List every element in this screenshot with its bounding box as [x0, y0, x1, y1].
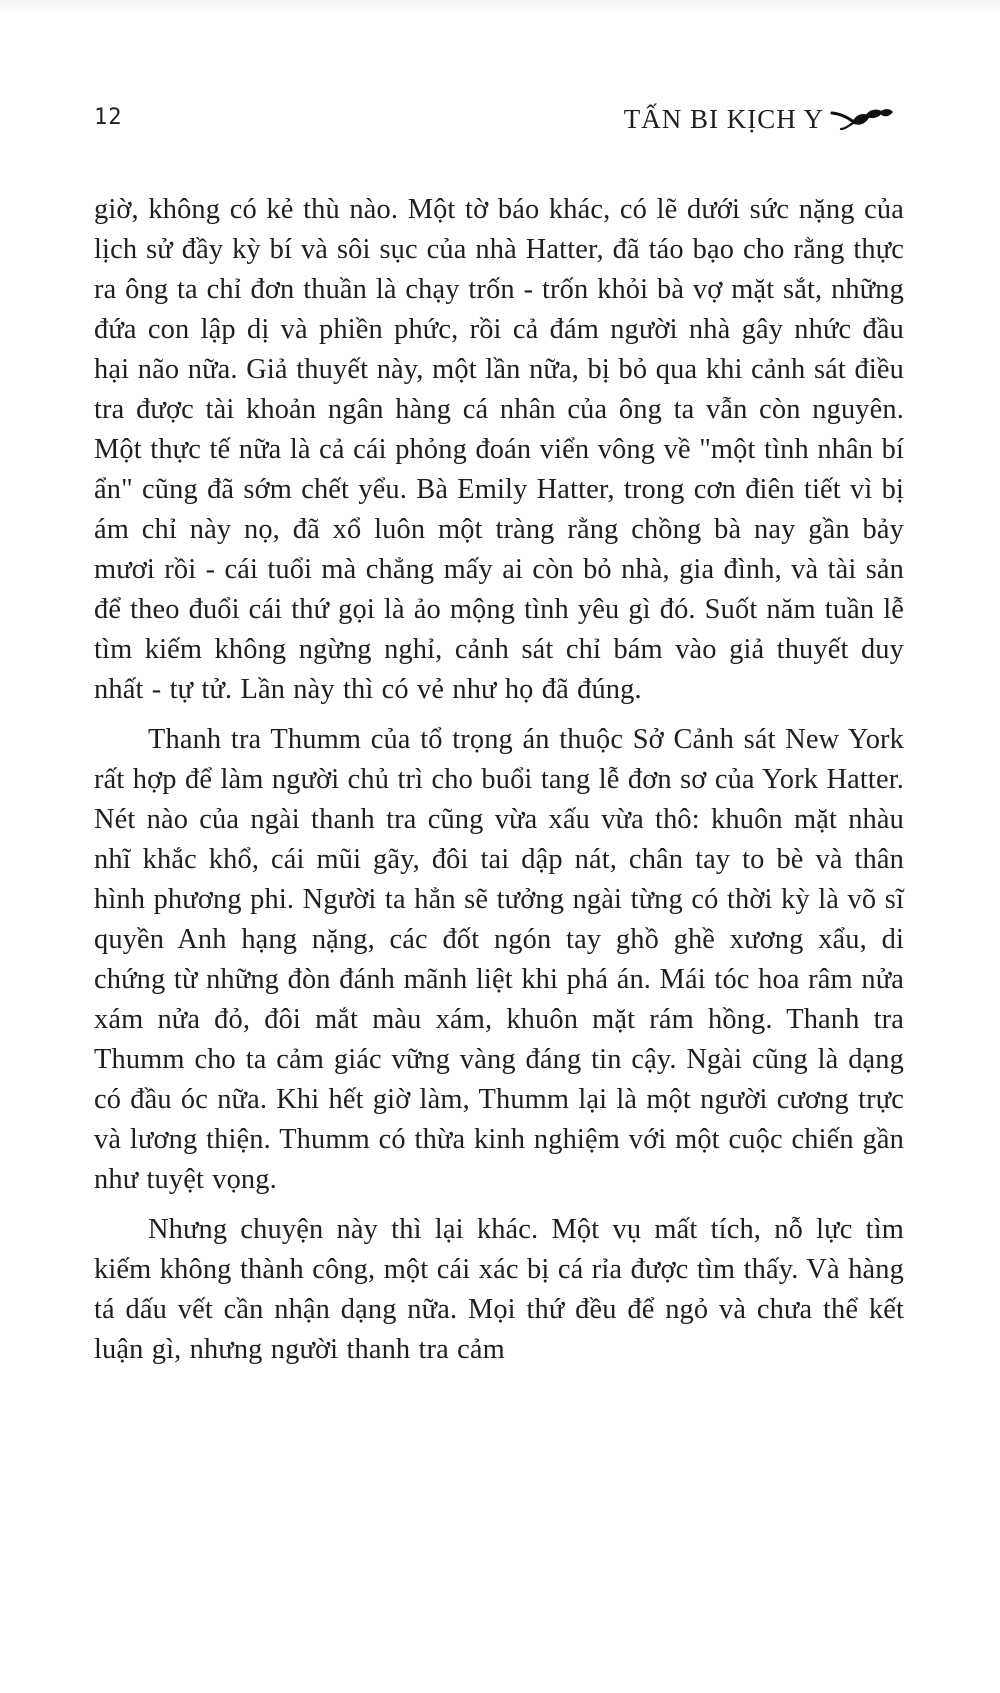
- paragraph-inspector-thumm: Thanh tra Thumm của tổ trọng án thuộc Sở Cảnh sát New York rất hợp để làm người chủ trì cho buổi tang lễ đơn sơ của York Hatter. Nét nào của ngài thanh tra cũng vừa xấu vừa thô: khuôn mặt nhàu nhĩ khắc khổ, cái mũi gãy, đôi tai dập nát, chân tay to bè và thân hình phương phi. Người ta hẳn sẽ tưởng ngài từng có thời kỳ là võ sĩ quyền Anh hạng nặng, các đốt ngón tay ghồ ghề xương xẩu, di chứng từ những đòn đánh mãnh liệt khi phá án. Mái tóc hoa râm nửa xám nửa đỏ, đôi mắt màu xám, khuôn mặt rám hồng. Thanh tra Thumm cho ta cảm giác vững vàng đáng tin cậy. Ngài cũng là dạng có đầu óc nữa. Khi hết giờ làm, Thumm lại là một người cương trực và lương thiện. Thumm có thừa kinh nghiệm với một cuộc chiến gần như tuyệt vọng.: [94, 724, 904, 1195]
- leaf-flourish-icon: [830, 106, 894, 130]
- page-number: 12: [94, 105, 123, 130]
- page-top-edge: [0, 0, 1000, 14]
- body-text: [94, 190, 904, 1370]
- paragraph-case-different: Nhưng chuyện này thì lại khác. Một vụ mất tích, nỗ lực tìm kiếm không thành công, một cái xác bị cá rỉa được tìm thấy. Và hàng tá dấu vết cần nhận dạng nữa. Mọi thứ đều để ngỏ và chưa thể kết luận gì, nhưng người thanh tra cảm: [94, 1214, 904, 1365]
- paragraph-continuation: giờ, không có kẻ thù nào. Một tờ báo khác, có lẽ dưới sức nặng của lịch sử đầy kỳ bí và sôi sục của nhà Hatter, đã táo bạo cho rằng thực ra ông ta chỉ đơn thuần là chạy trốn - trốn khỏi bà vợ mặt sắt, những đứa con lập dị và phiền phức, rồi cả đám người nhà gây nhức đầu hại não nữa. Giả thuyết này, một lần nữa, bị bỏ qua khi cảnh sát điều tra được tài khoản ngân hàng cá nhân của ông ta vẫn còn nguyên. Một thực tế nữa là cả cái phỏng đoán viển vông về "một tình nhân bí ẩn" cũng đã sớm chết yểu. Bà Emily Hatter, trong cơn điên tiết vì bị ám chỉ này nọ, đã xổ luôn một tràng rằng chồng bà nay gần bảy mươi rồi - cái tuổi mà chẳng mấy ai còn bỏ nhà, gia đình, và tài sản để theo đuổi cái thứ gọi là ảo mộng tình yêu gì đó. Suốt năm tuần lễ tìm kiếm không ngừng nghỉ, cảnh sát chỉ bám vào giả thuyết duy nhất - tự tử. Lần này thì có vẻ như họ đã đúng.: [94, 194, 904, 705]
- running-title: TẤN BI KỊCH Y: [623, 104, 824, 134]
- page-header: [94, 96, 894, 136]
